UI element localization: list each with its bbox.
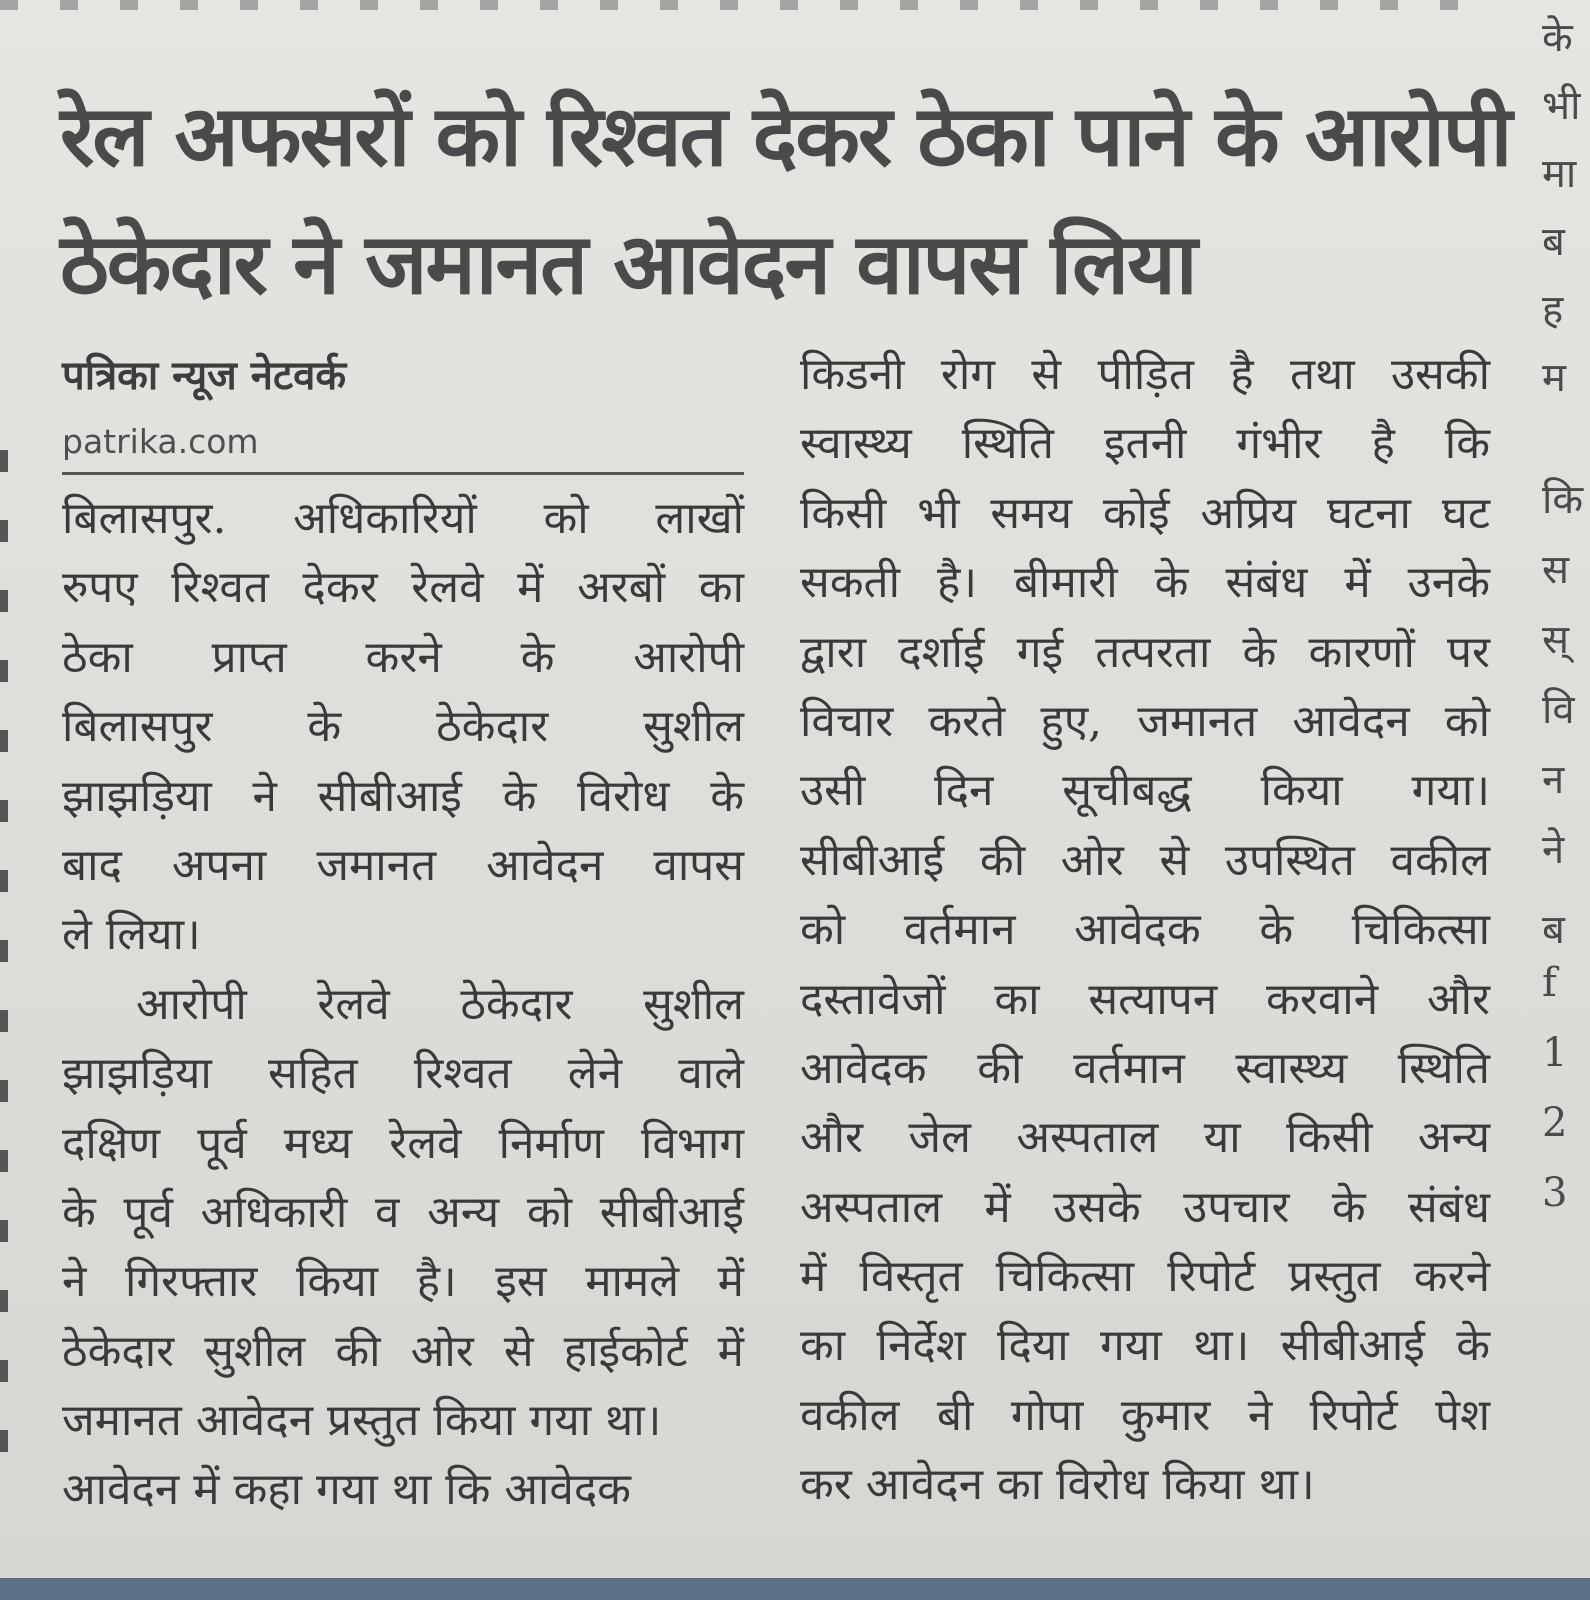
text-line: बिलासपुर के ठेकेदार सुशील bbox=[62, 701, 744, 753]
edge-fragment: के bbox=[1542, 15, 1573, 61]
edge-fragment: मा bbox=[1542, 151, 1577, 197]
edge-fragment: ब bbox=[1542, 219, 1565, 265]
website: patrika.com bbox=[62, 422, 259, 461]
text-line: कर आवेदन का विरोध किया था। bbox=[800, 1459, 1315, 1511]
edge-fragment: ब bbox=[1542, 907, 1565, 953]
text-line: स्वास्थ्य स्थिति इतनी गंभीर है कि bbox=[800, 418, 1490, 470]
text-line: में विस्तृत चिकित्सा रिपोर्ट प्रस्तुत करने bbox=[800, 1251, 1490, 1303]
edge-fragment: कि bbox=[1542, 477, 1584, 523]
edge-fragment: 3 bbox=[1542, 1170, 1568, 1216]
text-line: अस्पताल में उसके उपचार के संबंध bbox=[800, 1181, 1490, 1233]
headline-line-2: ठेकेदार ने जमानत आवेदन वापस लिया bbox=[60, 215, 1196, 313]
edge-fragment: भी bbox=[1542, 83, 1581, 129]
text-line: आरोपी रेलवे ठेकेदार सुशील bbox=[136, 978, 744, 1030]
text-line: आवेदन में कहा गया था कि आवेदक bbox=[62, 1464, 631, 1516]
text-line: सकती है। बीमारी के संबंध में उनके bbox=[800, 557, 1490, 609]
edge-fragment: ह bbox=[1542, 287, 1564, 333]
edge-fragment: म bbox=[1542, 355, 1566, 401]
edge-fragment: f bbox=[1542, 960, 1557, 1006]
edge-fragment: वि bbox=[1542, 687, 1575, 733]
text-line: किडनी रोग से पीड़ित है तथा उसकी bbox=[800, 349, 1490, 400]
text-line: रुपए रिश्वत देकर रेलवे में अरबों का bbox=[62, 562, 744, 614]
text-line: के पूर्व अधिकारी व अन्य को सीबीआई bbox=[62, 1186, 744, 1238]
text-line: ठेकेदार सुशील की ओर से हाईकोर्ट में bbox=[62, 1325, 744, 1377]
byline: पत्रिका न्यूज नेटवर्क bbox=[62, 353, 347, 399]
text-line: सीबीआई की ओर से उपस्थित वकील bbox=[800, 834, 1490, 886]
edge-fragment: 2 bbox=[1542, 1100, 1568, 1146]
text-line: को वर्तमान आवेदक के चिकित्सा bbox=[800, 904, 1490, 956]
text-line: ठेका प्राप्त करने के आरोपी bbox=[62, 631, 744, 683]
text-line: बाद अपना जमानत आवेदन वापस bbox=[62, 839, 744, 891]
text-line: का निर्देश दिया गया था। सीबीआई के bbox=[800, 1320, 1490, 1372]
background-strip bbox=[0, 1578, 1590, 1600]
right-column bbox=[800, 340, 1490, 1520]
text-line: दस्तावेजों का सत्यापन करवाने और bbox=[800, 973, 1490, 1025]
text-line: वकील बी गोपा कुमार ने रिपोर्ट पेश bbox=[800, 1389, 1490, 1441]
text-line: बिलासपुर. अधिकारियों को लाखों bbox=[62, 493, 744, 544]
left-edge-cut-text bbox=[0, 430, 12, 1470]
text-line: झाझड़िया सहित रिश्वत लेने वाले bbox=[62, 1048, 744, 1100]
text-line: झाझड़िया ने सीबीआई के विरोध के bbox=[62, 770, 744, 822]
text-line: दक्षिण पूर्व मध्य रेलवे निर्माण विभाग bbox=[62, 1117, 744, 1169]
text-line: उसी दिन सूचीबद्ध किया गया। bbox=[800, 765, 1490, 817]
text-line: आवेदक की वर्तमान स्वास्थ्य स्थिति bbox=[800, 1042, 1490, 1094]
text-line: और जेल अस्पताल या किसी अन्य bbox=[800, 1112, 1490, 1164]
edge-fragment: स bbox=[1542, 547, 1570, 593]
text-line: ने गिरफ्तार किया है। इस मामले में bbox=[62, 1256, 744, 1308]
text-line: किसी भी समय कोई अप्रिय घटना घट bbox=[800, 487, 1490, 539]
left-column bbox=[62, 484, 744, 1525]
text-line: ले लिया। bbox=[62, 909, 201, 961]
headline-line-1: रेल अफसरों को रिश्वत देकर ठेका पाने के आरोपी bbox=[60, 87, 1511, 185]
edge-fragment: 1 bbox=[1542, 1030, 1568, 1076]
text-line: विचार करते हुए, जमानत आवेदन को bbox=[800, 695, 1490, 747]
byline-divider bbox=[62, 472, 744, 475]
edge-fragment: ने bbox=[1542, 827, 1565, 873]
headline bbox=[60, 72, 1511, 328]
edge-fragment: न bbox=[1542, 757, 1565, 803]
text-line: जमानत आवेदन प्रस्तुत किया गया था। bbox=[62, 1395, 662, 1447]
text-line: द्वारा दर्शाई गई तत्परता के कारणों पर bbox=[800, 626, 1490, 678]
cut-off-previous-text bbox=[0, 0, 1500, 10]
edge-fragment: स् bbox=[1542, 617, 1570, 663]
adjacent-column-fragments bbox=[1532, 0, 1590, 1600]
